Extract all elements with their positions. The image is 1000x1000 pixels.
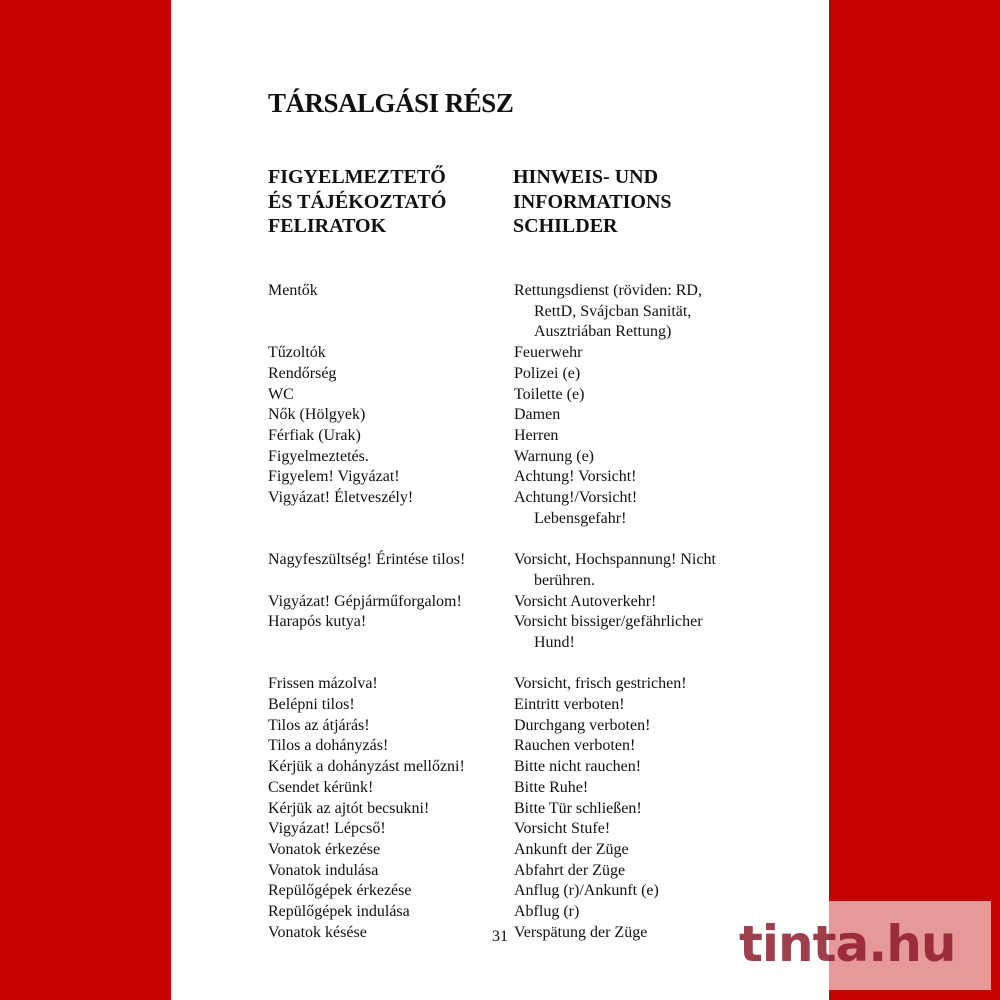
phrase-german [514, 447, 788, 468]
phrase-german-line: Lebensgefahr! [534, 509, 627, 527]
phrase-list [268, 281, 788, 943]
phrase-hungarian: Harapós kutya! [268, 613, 367, 631]
phrase-row [268, 488, 788, 529]
phrase-row [268, 861, 788, 882]
phrase-german-line: Achtung! Vorsicht! [514, 468, 637, 486]
phrase-row [268, 695, 788, 716]
phrase-german [514, 716, 788, 737]
phrase-hungarian: Vigyázat! Lépcső! [268, 820, 386, 838]
phrase-german [514, 736, 788, 757]
phrase-german-line: Abfahrt der Züge [514, 861, 626, 879]
phrase-german [514, 840, 788, 861]
phrase-german [514, 861, 788, 882]
phrase-german [514, 757, 788, 778]
phrase-hungarian: Repülőgépek indulása [268, 903, 410, 921]
phrase-german-line: Rauchen verboten! [514, 737, 636, 755]
phrase-german-line: Vorsicht, frisch gestrichen! [514, 675, 687, 693]
phrase-row [268, 385, 788, 406]
phrase-german-line: Ankunft der Züge [514, 840, 629, 858]
phrase-row [268, 405, 788, 426]
phrase-german [514, 405, 788, 426]
phrase-row [268, 612, 788, 653]
phrase-row [268, 281, 788, 343]
heading-german: HINWEIS- UND INFORMATIONS SCHILDER [513, 166, 672, 237]
phrase-german-line: Vorsicht bissiger/gefährlicher [514, 613, 703, 631]
phrase-row [268, 426, 788, 447]
phrase-hungarian: Kérjük az ajtót becsukni! [268, 799, 430, 817]
phrase-german [514, 592, 788, 613]
phrase-row [268, 467, 788, 488]
phrase-german-line: Ausztriában Rettung) [534, 323, 672, 341]
phrase-hungarian: Nők (Hölgyek) [268, 406, 366, 424]
phrase-german [514, 364, 788, 385]
phrase-german-line: Vorsicht Autoverkehr! [514, 592, 657, 610]
phrase-german [514, 612, 788, 653]
phrase-german [514, 385, 788, 406]
phrase-german [514, 819, 788, 840]
phrase-german [514, 488, 788, 529]
phrase-german-line: Feuerwehr [514, 344, 583, 362]
phrase-german-line: Anflug (r)/Ankunft (e) [514, 882, 659, 900]
phrase-hungarian: Repülőgépek érkezése [268, 882, 412, 900]
phrase-hungarian: Vonatok indulása [268, 861, 379, 879]
phrase-hungarian: Vonatok érkezése [268, 840, 381, 858]
phrase-german [514, 281, 788, 343]
phrase-german-line: Abflug (r) [514, 903, 580, 921]
phrase-hungarian: Kérjük a dohányzást mellőzni! [268, 758, 465, 776]
phrase-row [268, 799, 788, 820]
phrase-german-line: Bitte Tür schließen! [514, 799, 642, 817]
phrase-german [514, 550, 788, 591]
phrase-hungarian: Nagyfeszültség! Érintése tilos! [268, 551, 466, 569]
heading-hungarian: FIGYELMEZTETŐ ÉS TÁJÉKOZTATÓ FELIRATOK [268, 166, 447, 237]
phrase-row [268, 840, 788, 861]
phrase-german [514, 799, 788, 820]
phrase-german-line: RettD, Svájcban Sanität, [534, 302, 692, 320]
phrase-row [268, 881, 788, 902]
phrase-german [514, 343, 788, 364]
phrase-german-line: Bitte nicht rauchen! [514, 758, 642, 776]
phrase-hungarian: Belépni tilos! [268, 696, 355, 714]
phrase-row [268, 447, 788, 468]
phrase-row [268, 778, 788, 799]
phrase-german-line: Durchgang verboten! [514, 716, 651, 734]
phrase-german-line: Bitte Ruhe! [514, 778, 589, 796]
phrase-row [268, 757, 788, 778]
phrase-german-line: Damen [514, 406, 561, 424]
phrase-hungarian: Tilos a dohányzás! [268, 737, 389, 755]
phrase-row [268, 819, 788, 840]
phrase-row [268, 364, 788, 385]
phrase-hungarian: WC [268, 385, 294, 403]
phrase-hungarian: Mentők [268, 282, 318, 299]
phrase-german-line: Hund! [534, 633, 575, 651]
phrase-row [268, 674, 788, 695]
phrase-hungarian: Tilos az átjárás! [268, 716, 370, 734]
phrase-german-line: Achtung!/Vorsicht! [514, 489, 638, 507]
phrase-german [514, 695, 788, 716]
phrase-hungarian: Figyelmeztetés. [268, 447, 369, 465]
phrase-hungarian: Vigyázat! Gépjárműforgalom! [268, 592, 462, 610]
phrase-german [514, 467, 788, 488]
phrase-row [268, 736, 788, 757]
phrase-hungarian: Vigyázat! Életveszély! [268, 489, 414, 507]
phrase-german-line: Polizei (e) [514, 364, 581, 382]
phrase-german [514, 778, 788, 799]
phrase-hungarian: Frissen mázolva! [268, 675, 378, 693]
phrase-row [268, 343, 788, 364]
phrase-row [268, 902, 788, 923]
watermark-logo [739, 901, 991, 990]
phrase-german [514, 881, 788, 902]
phrase-hungarian: Csendet kérünk! [268, 778, 374, 796]
phrase-hungarian: Figyelem! Vigyázat! [268, 468, 400, 486]
phrase-row [268, 550, 788, 591]
phrase-german-line: Herren [514, 426, 559, 444]
phrase-german [514, 426, 788, 447]
phrase-hungarian: Férfiak (Urak) [268, 426, 361, 444]
section-title: TÁRSALGÁSI RÉSZ [268, 88, 514, 118]
phrase-german-line: Toilette (e) [514, 385, 585, 403]
phrase-german [514, 674, 788, 695]
page-number: 31 [492, 928, 508, 945]
phrase-row [268, 592, 788, 613]
phrase-hungarian: Tűzoltók [268, 344, 326, 362]
phrase-hungarian: Vonatok késése [268, 923, 367, 941]
phrase-row [268, 716, 788, 737]
phrase-hungarian: Rendőrség [268, 364, 337, 382]
phrase-german-line: Vorsicht, Hochspannung! Nicht [514, 551, 716, 569]
phrase-german-line: Warnung (e) [514, 447, 595, 465]
phrase-german-line: Vorsicht Stufe! [514, 820, 611, 838]
phrase-german-line: berühren. [534, 571, 595, 589]
watermark-text: tinta.hu [739, 915, 956, 973]
phrase-german-line: Verspätung der Züge [514, 923, 648, 941]
phrase-german-line: Eintritt verboten! [514, 696, 625, 714]
phrase-german-line: Rettungsdienst (röviden: RD, [514, 282, 702, 299]
